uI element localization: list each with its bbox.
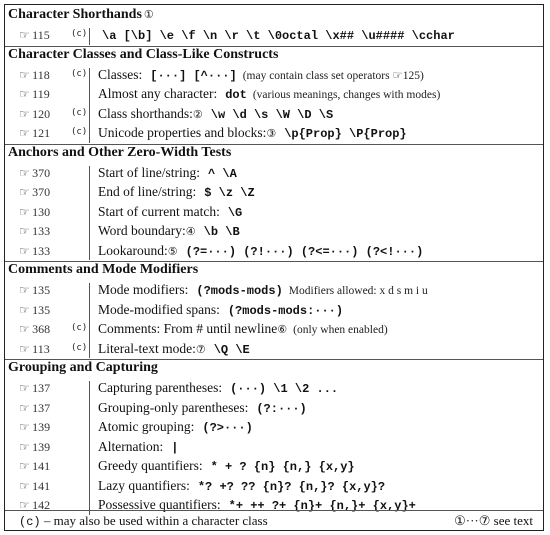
construct-description: [98, 302, 343, 318]
note-marker: ②: [192, 108, 203, 121]
page-number: 142: [32, 498, 51, 512]
page-reference: [19, 381, 50, 396]
class-usable-flag: (c): [71, 29, 88, 39]
page-reference: [19, 420, 50, 435]
regex-syntax: \G: [227, 205, 243, 220]
note-marker: ④: [185, 226, 196, 238]
regex-syntax: \w \d \s \W \D \S: [210, 107, 334, 122]
page-reference: [19, 126, 50, 141]
page-number: 113: [32, 341, 50, 356]
pointing-hand-icon: ☞: [19, 420, 30, 434]
section-title: [8, 262, 198, 278]
page-reference: [19, 68, 50, 83]
pointing-hand-icon: ☞: [19, 478, 30, 493]
page-number: 133: [32, 224, 51, 238]
see-text-label: see text: [493, 513, 533, 528]
pointing-hand-icon: ☞: [19, 67, 30, 82]
page-number: 141: [32, 478, 51, 493]
page-number: 370: [32, 165, 51, 180]
page-reference: [19, 401, 50, 416]
page-reference: [19, 166, 50, 181]
page-reference: [19, 205, 50, 220]
pointing-hand-icon: ☞: [19, 165, 30, 180]
page-number: 133: [32, 243, 51, 258]
pointing-hand-icon: ☞: [19, 381, 30, 395]
description-text: Word boundary:: [98, 223, 186, 238]
description-text: Classes:: [98, 66, 143, 82]
page-reference: [19, 185, 50, 200]
description-text: Mode-modified spans:: [98, 301, 220, 317]
description-text: Possessive quantifiers:: [98, 497, 221, 512]
table-row: [5, 457, 543, 476]
page-number: 141: [32, 459, 51, 473]
note-marker: ③: [266, 128, 277, 140]
regex-syntax: \a [\b] \e \f \n \r \t \0octal \x## \u#### \cchar: [102, 29, 455, 43]
page-reference: [19, 107, 50, 122]
page-reference: [19, 479, 50, 494]
usage-note: (only when enabled): [293, 324, 388, 336]
pointing-hand-icon: ☞: [19, 302, 30, 317]
construct-description: [98, 243, 423, 259]
description-text: Mode modifiers:: [98, 282, 189, 297]
description-text: Start of current match:: [98, 203, 220, 219]
table-row: [5, 105, 543, 124]
markers-range: ①···⑦: [454, 513, 491, 528]
page-reference: [19, 28, 50, 43]
table-row: [5, 85, 543, 104]
table-row: [5, 399, 543, 418]
page-reference: [19, 459, 50, 474]
description-text: Lookaround:: [98, 242, 168, 258]
table-row: [5, 418, 543, 437]
table-row: [5, 301, 543, 320]
legend: [19, 513, 268, 529]
section-title: [8, 7, 154, 23]
construct-description: [98, 419, 253, 435]
description-text: Class shorthands:: [98, 105, 193, 121]
page-number: 120: [32, 106, 51, 121]
construct-description: [98, 439, 178, 455]
description-text: Alternation:: [98, 438, 164, 454]
page-reference: [19, 322, 50, 337]
table-row: [5, 320, 543, 339]
description-text: Almost any character:: [98, 86, 218, 101]
construct-description: [98, 184, 255, 200]
description-text: Greedy quantifiers:: [98, 458, 203, 473]
pointing-hand-icon: ☞: [19, 498, 30, 512]
page-number: 121: [32, 126, 51, 140]
page-number: 139: [32, 420, 51, 434]
construct-description: [98, 223, 240, 239]
description-text: Atomic grouping:: [98, 419, 195, 434]
regex-syntax: \Q \E: [213, 342, 250, 357]
regex-syntax: \p{Prop} \P{Prop}: [284, 127, 407, 141]
regex-syntax: * + ? {n} {n,} {x,y}: [210, 460, 355, 474]
construct-description: [98, 282, 428, 298]
section-title-text: Anchors and Other Zero-Width Tests: [8, 144, 232, 160]
regex-syntax: (···) \1 \2 ...: [230, 382, 339, 396]
pointing-hand-icon: ☞: [19, 400, 30, 415]
table-row: [5, 477, 543, 496]
table-row: [5, 124, 543, 143]
construct-description: [98, 400, 307, 416]
pointing-hand-icon: ☞: [19, 243, 30, 258]
construct-description: [102, 27, 455, 43]
pointing-hand-icon: ☞: [19, 204, 30, 219]
pointing-hand-icon: ☞: [19, 341, 30, 356]
regex-reference-table: [4, 4, 544, 531]
page-number: 118: [32, 67, 50, 82]
description-text: Capturing parentheses:: [98, 380, 223, 395]
note-marker: ①: [143, 9, 154, 21]
table-row: [5, 379, 543, 398]
note-marker: ⑦: [195, 343, 206, 356]
construct-description: [98, 204, 242, 220]
description-text: Grouping-only parentheses:: [98, 399, 249, 415]
pointing-hand-icon: ☞: [19, 322, 30, 336]
section-title-text: Character Classes and Class-Like Constructs: [8, 46, 279, 62]
construct-description: [98, 341, 250, 357]
regex-syntax: (?:···): [256, 401, 307, 416]
section-title-text: Character Shorthands: [8, 7, 142, 22]
section-title: [8, 360, 158, 376]
description-text: Start of line/string:: [98, 164, 200, 180]
pointing-hand-icon: ☞: [19, 224, 30, 238]
regex-syntax: (?=···) (?!···) (?<=···) (?<!···): [185, 244, 424, 259]
pointing-hand-icon: ☞: [19, 28, 30, 42]
construct-description: [98, 380, 338, 396]
table-row: [5, 438, 543, 457]
pointing-hand-icon: ☞: [19, 87, 30, 101]
page-number: 137: [32, 381, 51, 395]
page-number: 119: [32, 87, 50, 101]
page-number: 137: [32, 400, 51, 415]
page-number: 370: [32, 185, 51, 199]
class-usable-flag: (c): [71, 107, 88, 118]
section-title-text: Comments and Mode Modifiers: [8, 262, 199, 277]
page-reference: [19, 342, 50, 357]
regex-syntax: *? +? ?? {n}? {n,}? {x,y}?: [197, 479, 386, 494]
table-row: [5, 281, 543, 300]
regex-syntax: \b \B: [203, 225, 240, 239]
class-usable-flag: (c): [71, 323, 88, 333]
description-text: Lazy quantifiers:: [98, 477, 190, 493]
legend-text: – may also be used within a character class: [43, 513, 268, 528]
section-title: [8, 47, 278, 63]
class-usable-flag: (c): [71, 68, 88, 79]
page-reference: [19, 303, 50, 318]
construct-description: [98, 165, 237, 181]
table-row: [5, 222, 543, 241]
description-text: Comments: From # until newline: [98, 321, 278, 336]
regex-syntax: ^ \A: [208, 166, 237, 181]
pointing-hand-icon: ☞: [19, 106, 30, 121]
table-row: [5, 26, 543, 45]
page-reference: [19, 440, 50, 455]
legend-flag: (c): [19, 515, 41, 529]
regex-syntax: (?mods-mods:···): [227, 303, 344, 318]
construct-description: [98, 125, 407, 141]
section-title: [8, 145, 231, 161]
usage-note: Modifiers allowed: x d s m i u: [288, 285, 428, 297]
regex-syntax: $ \z \Z: [204, 186, 255, 200]
construct-description: [98, 106, 333, 122]
regex-syntax: (?mods-mods): [196, 284, 283, 298]
construct-description: [98, 86, 440, 102]
table-row: [5, 203, 543, 222]
pointing-hand-icon: ☞: [19, 439, 30, 454]
regex-syntax: [···] [^···]: [150, 68, 237, 83]
construct-description: [98, 458, 355, 474]
see-text-note: [454, 513, 533, 529]
pointing-hand-icon: ☞: [19, 126, 30, 140]
class-usable-flag: (c): [71, 127, 88, 137]
page-number: 139: [32, 439, 51, 454]
description-text: Unicode properties and blocks:: [98, 125, 267, 140]
page-number: 130: [32, 204, 51, 219]
page-number: 135: [32, 283, 51, 297]
pointing-hand-icon: ☞: [19, 185, 30, 199]
construct-description: [98, 478, 385, 494]
table-row: [5, 183, 543, 202]
class-usable-flag: (c): [71, 342, 88, 353]
note-marker: ⑥: [277, 324, 288, 336]
regex-syntax: *+ ++ ?+ {n}+ {n,}+ {x,y}+: [228, 499, 416, 513]
page-number: 135: [32, 302, 51, 317]
table-footer: [5, 511, 543, 531]
table-row: [5, 242, 543, 261]
construct-description: [98, 321, 388, 337]
page-reference: [19, 283, 50, 298]
regex-syntax: dot: [225, 88, 247, 102]
page-number: 368: [32, 322, 51, 336]
description-text: Literal-text mode:: [98, 340, 196, 356]
section-title-text: Grouping and Capturing: [8, 360, 158, 375]
page-reference: [19, 224, 50, 239]
construct-description: [98, 67, 424, 83]
page-number: 115: [32, 28, 50, 42]
table-row: [5, 66, 543, 85]
regex-syntax: |: [171, 440, 179, 455]
pointing-hand-icon: ☞: [19, 459, 30, 473]
usage-note: (various meanings, changes with modes): [252, 89, 441, 101]
table-row: [5, 340, 543, 359]
table-row: [5, 164, 543, 183]
note-marker: ⑤: [167, 245, 178, 258]
page-reference: [19, 244, 50, 259]
description-text: End of line/string:: [98, 184, 197, 199]
regex-syntax: (?>···): [202, 421, 253, 435]
usage-note: (may contain class set operators ☞125): [242, 69, 424, 82]
pointing-hand-icon: ☞: [19, 283, 30, 297]
page-reference: [19, 87, 50, 102]
